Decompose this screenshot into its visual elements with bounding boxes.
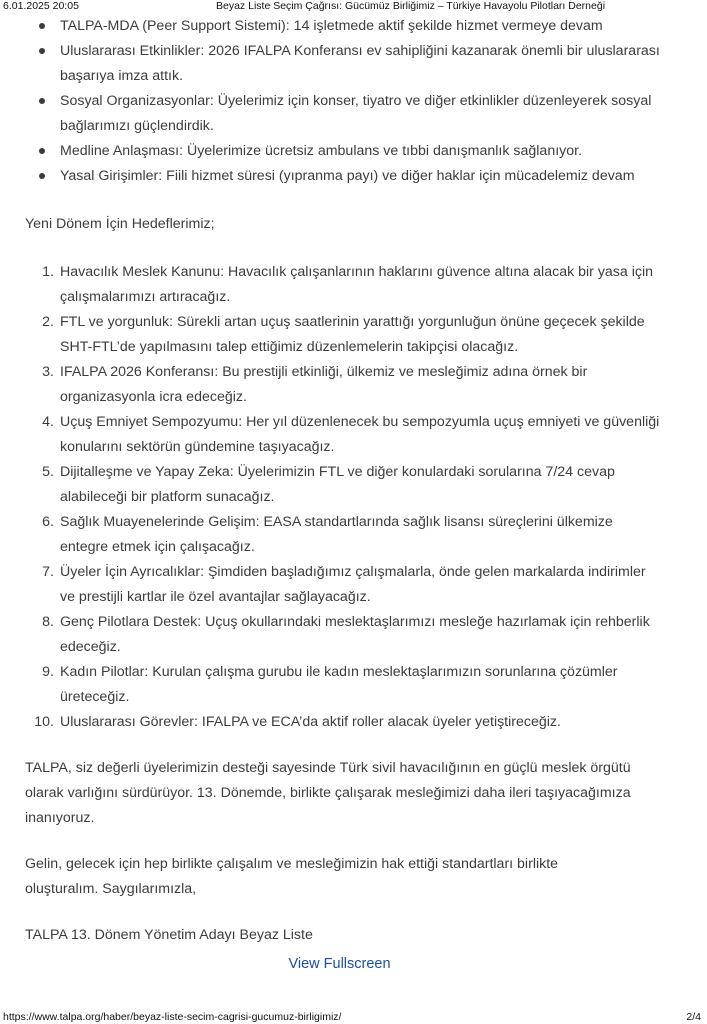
goal-number: 1.	[42, 264, 54, 280]
goal-text: Kadın Pilotlar: Kurulan çalışma gurubu ile kadın meslektaşlarımızın sorunlarına çözümler üreteceğiz.	[60, 664, 618, 705]
goal-text: Sağlık Muayenelerinde Gelişim: EASA standartlarında sağlık lisansı süreçlerini ülkemize entegre etmek için çalışacağız.	[60, 514, 613, 555]
closing-paragraph: Gelin, gelecek için hep birlikte çalışalım ve mesleğimizin hak ettiği standartları birlikte oluşturalım. Saygılarımızla,	[25, 856, 559, 897]
achievement-item: Sosyal Organizasyonlar: Üyelerimiz için konser, tiyatro ve diğer etkinlikler düzenleyerek sosyal bağlarımızı güçlendirdik.	[60, 89, 660, 139]
goal-item	[42, 260, 660, 310]
achievement-item: Yasal Girişimler: Fiili hizmet süresi (yıpranma payı) ve diğer haklar için mücadelemiz devam	[60, 164, 660, 189]
goal-text: FTL ve yorgunluk: Sürekli artan uçuş saatlerinin yarattığı yorgunluğun önüne geçecek şekilde SHT-FTL’de yapılmasını talep ettiğimiz düzenlemelerin takipçisi olacağız.	[60, 314, 645, 355]
goal-item	[42, 410, 660, 460]
print-date: 6.01.2025 20:05	[3, 0, 79, 12]
print-page-title: Beyaz Liste Seçim Çağrısı: Gücümüz Birliğimiz – Türkiye Havayolu Pilotları Derneği	[216, 0, 606, 12]
goals-heading: Yeni Dönem İçin Hedeflerimiz;	[25, 216, 215, 232]
achievements-list	[0, 14, 660, 189]
goal-text: Uçuş Emniyet Sempozyumu: Her yıl düzenlenecek bu sempozyumla uçuş emniyeti ve güvenliği konularını sektörün gündemine taşıyacağız.	[60, 414, 660, 455]
goal-text: Genç Pilotlara Destek: Uçuş okullarındaki meslektaşlarımızı mesleğe hazırlamak için rehberlik edeceğiz.	[60, 614, 650, 655]
print-url: https://www.talpa.org/haber/beyaz-liste-secim-cagrisi-gucumuz-birligimiz/	[3, 1011, 342, 1023]
goal-number: 3.	[42, 364, 54, 380]
goals-list	[0, 260, 660, 735]
goal-item	[42, 560, 660, 610]
goal-item	[34, 710, 660, 735]
achievement-item: Medline Anlaşması: Üyelerimize ücretsiz ambulans ve tıbbi danışmanlık sağlanıyor.	[60, 139, 660, 164]
goal-item	[42, 660, 660, 710]
achievement-item: TALPA-MDA (Peer Support Sistemi): 14 işletmede aktif şekilde hizmet vermeye devam	[60, 14, 660, 39]
goal-item	[42, 460, 660, 510]
goal-number: 9.	[42, 664, 54, 680]
goal-text: IFALPA 2026 Konferansı: Bu prestijli etkinliği, ülkemiz ve mesleğimiz adına örnek bir organizasyonla icra edeceğiz.	[60, 364, 588, 405]
goal-text: Havacılık Meslek Kanunu: Havacılık çalışanlarının haklarını güvence altına alacak bir yasa için çalışmalarımızı artıracağız.	[60, 264, 654, 305]
goal-number: 5.	[42, 464, 54, 480]
goal-item	[42, 510, 660, 560]
goal-number: 7.	[42, 564, 54, 580]
page-number: 2/4	[686, 1011, 701, 1023]
goal-text: Dijitalleşme ve Yapay Zeka: Üyelerimizin FTL ve diğer konulardaki sorularına 7/24 cevap alabileceği bir platform sunacağız.	[60, 464, 615, 505]
view-fullscreen-link[interactable]: View Fullscreen	[288, 956, 391, 972]
goal-item	[42, 360, 660, 410]
goal-number: 2.	[42, 314, 54, 330]
goal-item	[42, 310, 660, 360]
goal-text: Üyeler İçin Ayrıcalıklar: Şimdiden başladığımız çalışmalarla, önde gelen markalarda indirimler ve prestijli kartlar ile özel avantajlar sağlayacağız.	[60, 564, 646, 605]
print-footer	[0, 1010, 707, 1024]
article-content	[0, 14, 707, 948]
goal-number: 4.	[42, 414, 54, 430]
goal-text: Uluslararası Görevler: IFALPA ve ECA’da aktif roller alacak üyeler yetiştireceğiz.	[60, 714, 561, 730]
goal-number: 10.	[34, 714, 54, 730]
signature: TALPA 13. Dönem Yönetim Adayı Beyaz Liste	[25, 927, 313, 943]
print-header	[0, 0, 707, 12]
goal-number: 8.	[42, 614, 54, 630]
goal-number: 6.	[42, 514, 54, 530]
achievement-item: Uluslararası Etkinlikler: 2026 IFALPA Konferansı ev sahipliğini kazanarak önemli bir uluslararası başarıya imza attık.	[60, 39, 660, 89]
closing-paragraph: TALPA, siz değerli üyelerimizin desteği sayesinde Türk sivil havacılığının en güçlü meslek örgütü olarak varlığını sürdürüyor. 13. Dönemde, birlikte çalışarak mesleğimizi daha ileri taşıyacağımıza inanıyoruz.	[25, 760, 631, 826]
goal-item	[42, 610, 660, 660]
